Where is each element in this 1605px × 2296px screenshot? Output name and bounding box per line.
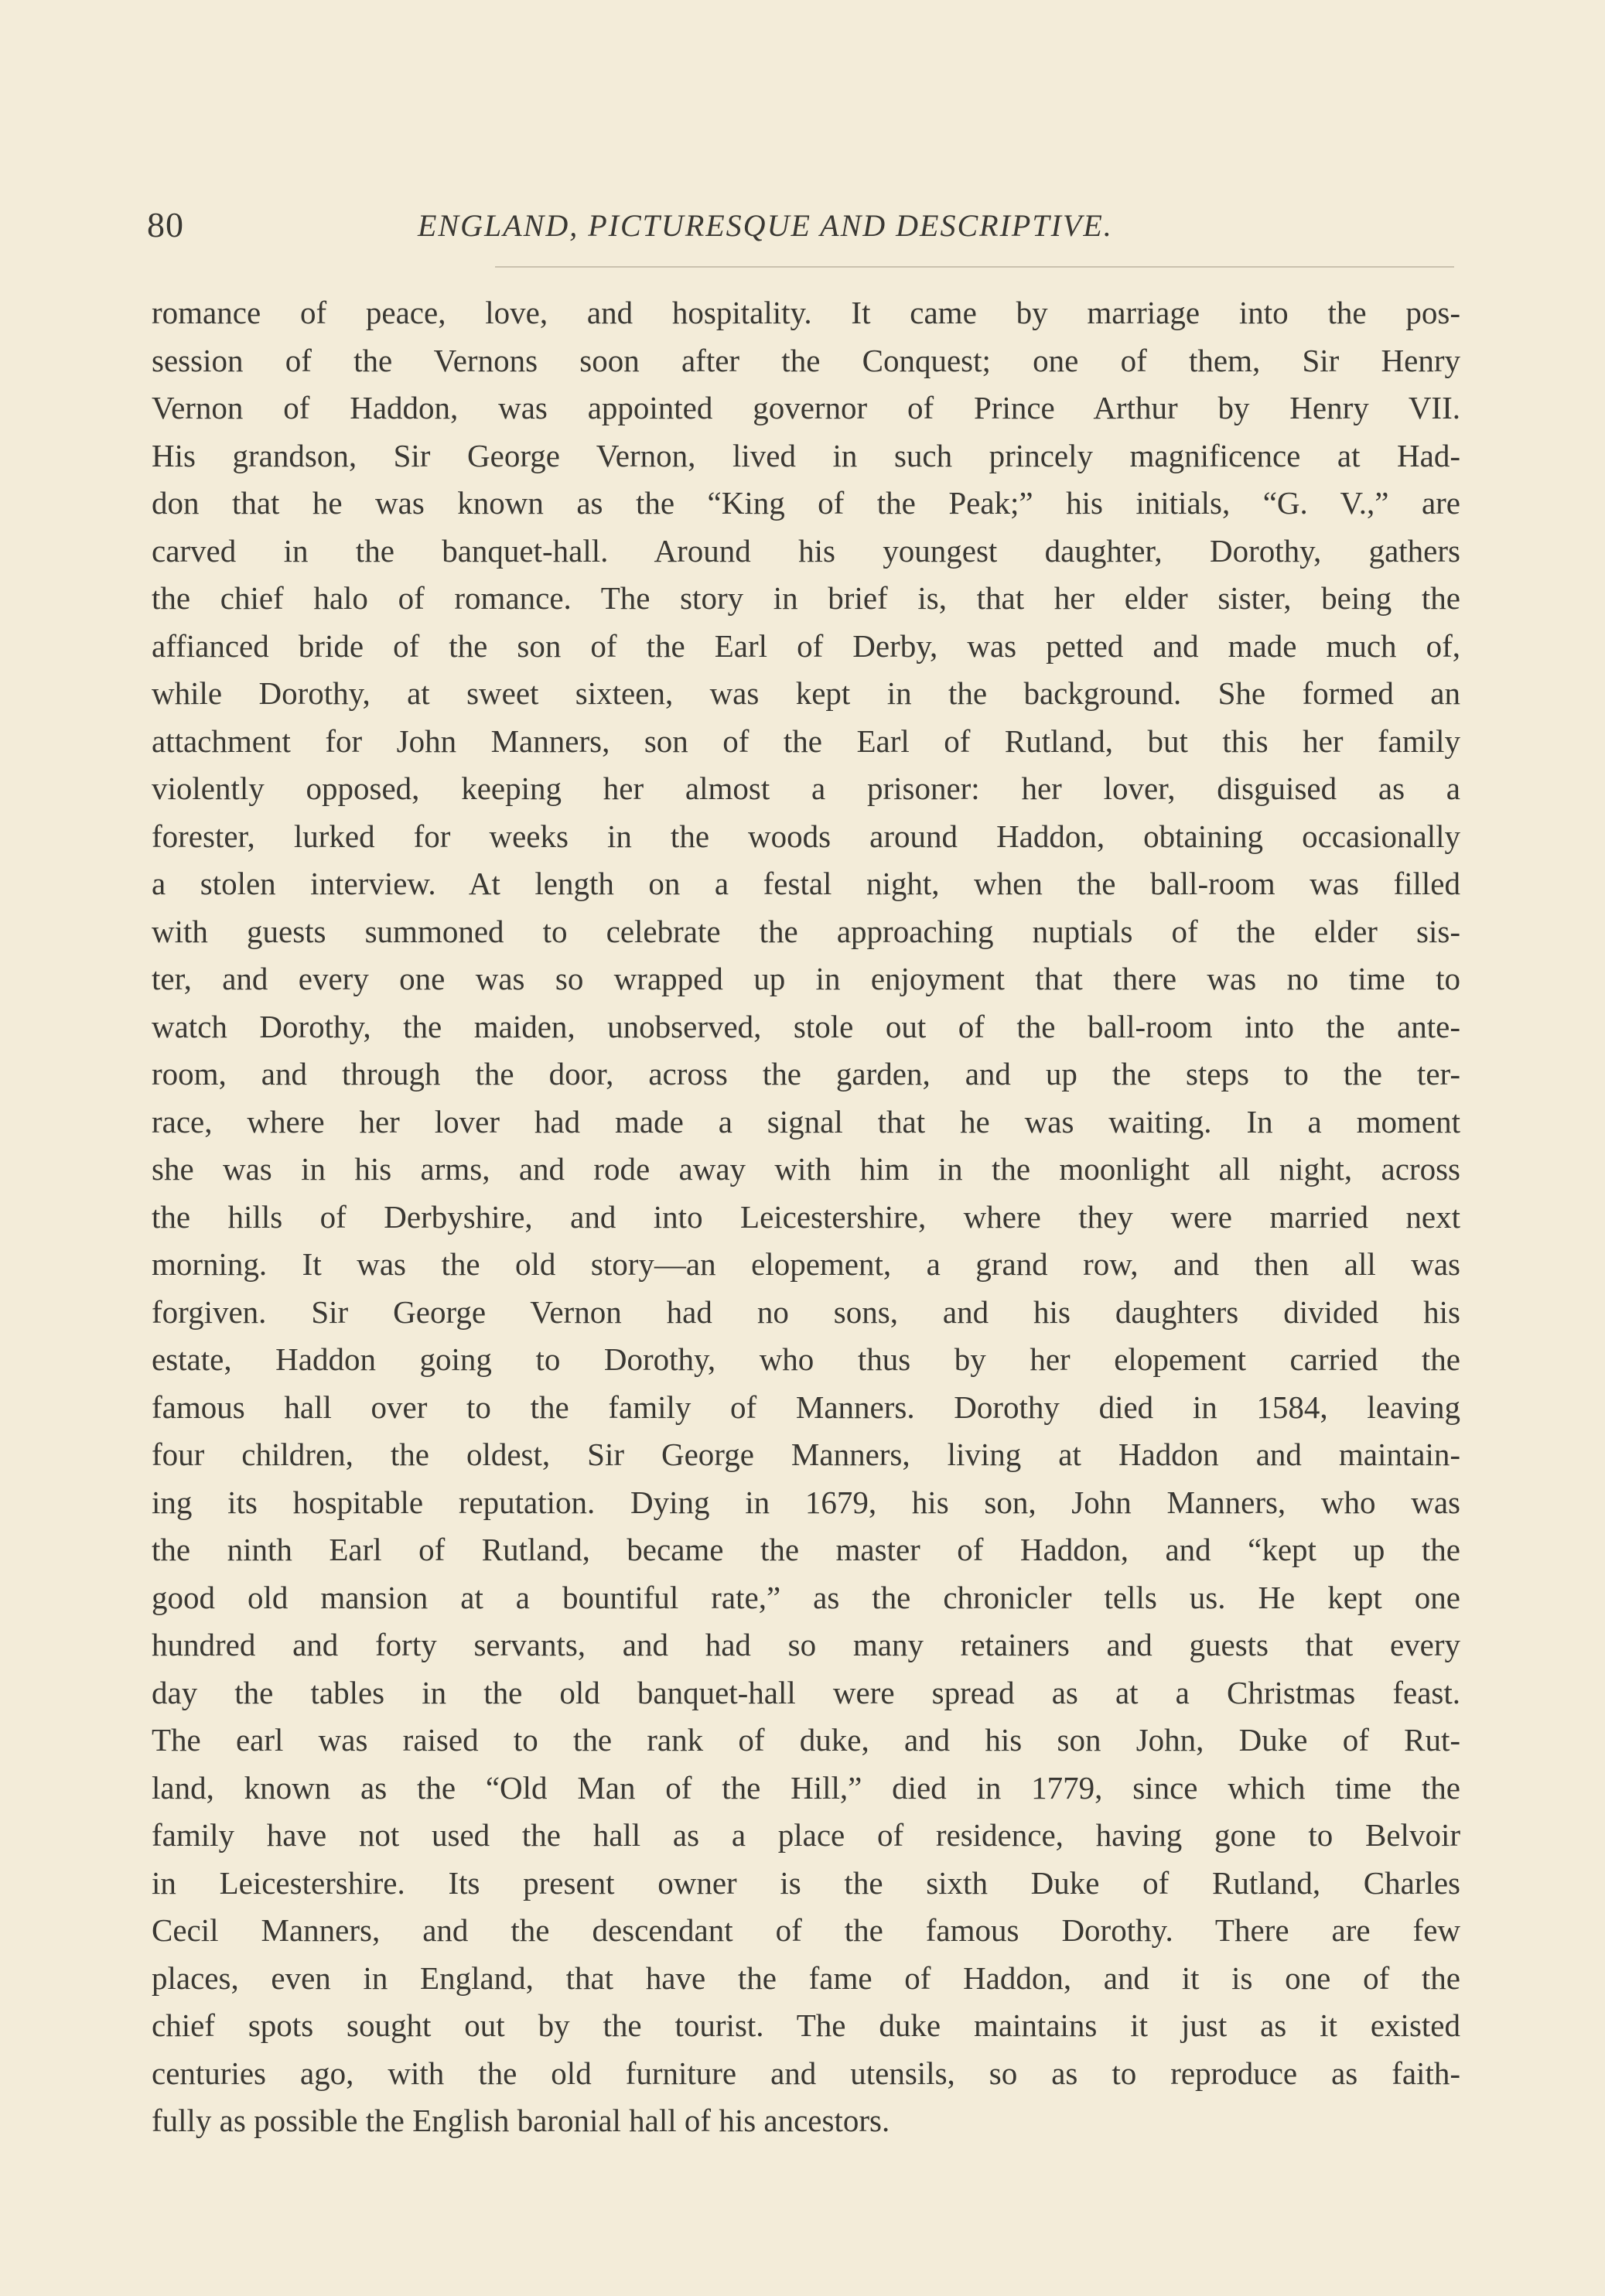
text-line: room, and through the door, across the garden, and up the steps to the ter- (152, 1056, 1460, 1092)
text-line: land, known as the “Old Man of the Hill,” died in 1779, since which time the (152, 1769, 1460, 1806)
text-line: the chief halo of romance. The story in brief is, that her elder sister, being the (152, 580, 1460, 616)
body-text (152, 289, 1460, 2145)
text-line: ter, and every one was so wrapped up in enjoyment that there was no time to (152, 961, 1460, 996)
header-rule (495, 266, 1454, 268)
text-line: watch Dorothy, the maiden, unobserved, stole out of the ball-room into the ante- (152, 1008, 1460, 1044)
text-line: estate, Haddon going to Dorothy, who thus by her elopement carried the (152, 1341, 1460, 1377)
text-line: attachment for John Manners, son of the Earl of Rutland, but this her family (152, 723, 1460, 759)
text-line: while Dorothy, at sweet sixteen, was kept in the background. She formed an (152, 675, 1460, 711)
text-line: day the tables in the old banquet-hall were spread as at a Christmas feast. (152, 1674, 1460, 1710)
text-line: four children, the oldest, Sir George Manners, living at Haddon and maintain- (152, 1437, 1460, 1472)
text-line: Cecil Manners, and the descendant of the famous Dorothy. There are few (152, 1912, 1460, 1948)
text-line: the hills of Derbyshire, and into Leicestershire, where they were married next (152, 1198, 1460, 1235)
text-line: she was in his arms, and rode away with him in the moonlight all night, across (152, 1151, 1460, 1187)
text-line: a stolen interview. At length on a festal night, when the ball-room was filled (152, 866, 1460, 901)
text-line: The earl was raised to the rank of duke, and his son John, Duke of Rut- (152, 1722, 1460, 1758)
text-line: romance of peace, love, and hospitality. It came by marriage into the pos- (152, 295, 1460, 330)
running-head: ENGLAND, PICTURESQUE AND DESCRIPTIVE. (418, 208, 1113, 243)
text-line: Vernon of Haddon, was appointed governor of Prince Arthur by Henry VII. (152, 390, 1460, 425)
text-line: with guests summoned to celebrate the approaching nuptials of the elder sis- (152, 913, 1460, 949)
text-line: places, even in England, that have the fame of Haddon, and it is one of the (152, 1959, 1460, 1996)
text-line: forgiven. Sir George Vernon had no sons, and his daughters divided his (152, 1293, 1460, 1330)
text-line: affianced bride of the son of the Earl of Derby, was petted and made much of, (152, 627, 1460, 664)
text-line: hundred and forty servants, and had so many retainers and guests that every (152, 1627, 1460, 1662)
text-line: ing its hospitable reputation. Dying in 1679, his son, John Manners, who was (152, 1484, 1460, 1520)
text-line: fully as possible the English baronial hall of his ancestors. (152, 2103, 890, 2138)
text-line: in Leicestershire. Its present owner is the sixth Duke of Rutland, Charles (152, 1864, 1460, 1901)
text-line: the ninth Earl of Rutland, became the master of Haddon, and “kept up the (152, 1532, 1460, 1567)
text-line: family have not used the hall as a place of residence, having gone to Belvoir (152, 1817, 1460, 1853)
page-number: 80 (147, 205, 184, 244)
text-line: chief spots sought out by the tourist. The duke maintains it just as it existed (152, 2007, 1460, 2043)
text-line: famous hall over to the family of Manners. Dorothy died in 1584, leaving (152, 1389, 1460, 1425)
text-line: carved in the banquet-hall. Around his youngest daughter, Dorothy, gathers (152, 532, 1460, 569)
text-line: forester, lurked for weeks in the woods around Haddon, obtaining occasionally (152, 818, 1460, 854)
text-line: race, where her lover had made a signal that he was waiting. In a moment (152, 1103, 1460, 1139)
text-line: morning. It was the old story—an elopement, a grand row, and then all was (152, 1246, 1460, 1282)
text-line: good old mansion at a bountiful rate,” as the chronicler tells us. He kept one (152, 1579, 1460, 1615)
text-line: His grandson, Sir George Vernon, lived in such princely magnificence at Had- (152, 437, 1460, 473)
text-line: session of the Vernons soon after the Conquest; one of them, Sir Henry (152, 342, 1460, 378)
text-line: violently opposed, keeping her almost a prisoner: her lover, disguised as a (152, 770, 1460, 806)
text-line: don that he was known as the “King of the Peak;” his initials, “G. V.,” are (152, 485, 1460, 521)
text-line: centuries ago, with the old furniture and utensils, so as to reproduce as faith- (152, 2055, 1460, 2091)
